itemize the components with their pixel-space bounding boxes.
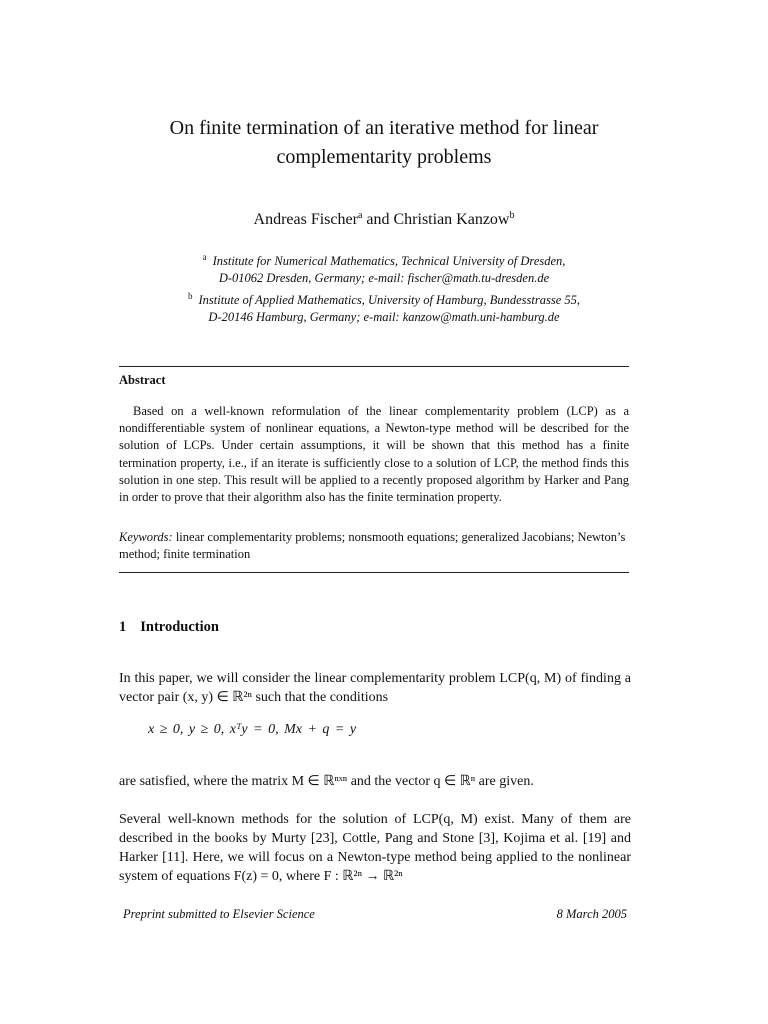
keywords <box>119 529 629 563</box>
abstract-bottom-rule <box>119 572 629 573</box>
author-name: Christian Kanzow <box>393 211 510 228</box>
affiliation-mark: a <box>202 252 207 262</box>
footer-date: 8 March 2005 <box>556 907 627 921</box>
affiliation-mark: b <box>509 210 515 221</box>
affiliation-line: D-01062 Dresden, Germany; e-mail: fischer@math.tu-dresden.de <box>218 271 550 285</box>
affiliation-a <box>118 249 650 287</box>
intro-paragraph-2: are satisfied, where the matrix M ∈ ℝⁿˣⁿ and the vector q ∈ ℝⁿ are given. <box>119 774 534 789</box>
paper-title: On finite termination of an iterative method for linear complementarity problems <box>169 117 599 168</box>
affiliation-line: Institute for Numerical Mathematics, Technical University of Dresden, <box>212 254 566 268</box>
footer-preprint: Preprint submitted to Elsevier Science <box>123 907 315 921</box>
abstract-top-rule <box>119 366 629 367</box>
keywords-label: Keywords: <box>119 530 173 544</box>
affiliation-b <box>118 288 650 326</box>
affiliation-mark: b <box>187 291 193 301</box>
abstract-body: Based on a well-known reformulation of the linear complementarity problem (LCP) as a nondifferentiable system of nonlinear equations, a Newton-type method will be described for the solution of LCPs. Under certain assumptions, it will be shown that this method has a finite termination property, i.e., if an iterate is sufficiently close to a solution of LCP, the method finds this solution in one step. This result will be applied to a recently proposed algorithm by Harker and Pang in order to prove that their algorithm also has the finite termination property. <box>119 404 629 505</box>
affiliation-line: D-20146 Hamburg, Germany; e-mail: kanzow@math.uni-hamburg.de <box>208 310 560 324</box>
author-line <box>0 210 768 229</box>
affiliation-line: Institute of Applied Mathematics, University of Hamburg, Bundesstrasse 55, <box>198 293 581 307</box>
author-name: Andreas Fischer <box>253 211 358 228</box>
section-heading <box>119 619 219 636</box>
intro-paragraph-1: In this paper, we will consider the linear complementarity problem LCP(q, M) of finding a vector pair (x, y) ∈ ℝ²ⁿ such that the conditions <box>119 671 631 705</box>
intro-paragraph-3: Several well-known methods for the solution of LCP(q, M) exist. Many of them are described in the books by Murty [23], Cottle, Pang and Stone [3], Kojima et al. [19] and Harker [11]. Here, we will focus on a Newton-type method being applied to the nonlinear system of equations F(z) = 0, where F : ℝ²ⁿ → ℝ²ⁿ <box>119 812 631 884</box>
affiliation-mark: a <box>357 210 363 221</box>
keywords-text: linear complementarity problems; nonsmooth equations; generalized Jacobians; Newton’s method; finite termination <box>119 530 626 562</box>
section-title: Introduction <box>140 619 219 635</box>
complementarity-equation: x ≥ 0, y ≥ 0, xᵀy = 0, Mx + q = y <box>148 722 357 737</box>
author-connector: and <box>362 211 394 228</box>
section-number: 1 <box>119 619 127 635</box>
abstract-heading: Abstract <box>119 373 166 387</box>
